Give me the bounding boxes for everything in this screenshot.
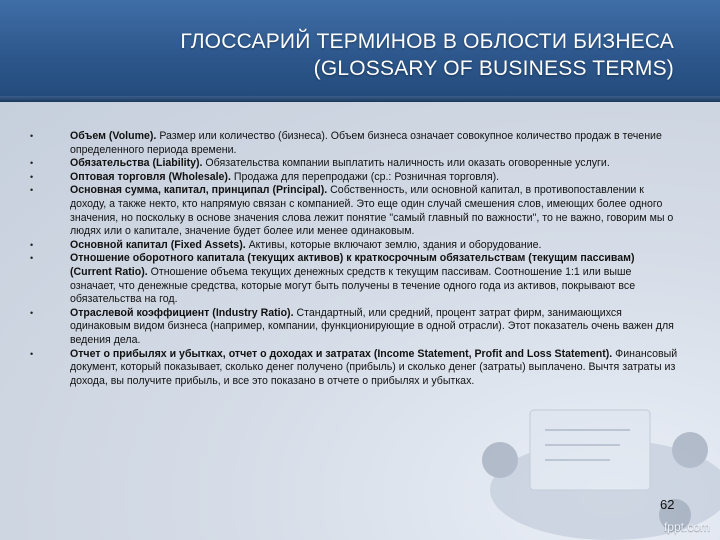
bullet-icon: • — [30, 253, 34, 264]
glossary-definition: Финансовый документ, который показывает, сколько денег получено (прибыль) и сколько денег (затраты) выплачено. Вычтя затраты из дохода, вы получите прибыль, и все это показано в отчете о прибылях и убытках. — [70, 347, 678, 387]
glossary-term: Отраслевой коэффициент (Industry Ratio). — [70, 306, 294, 319]
glossary-item — [28, 348, 678, 389]
glossary-term: Основная сумма, капитал, принципал (Principal). — [70, 184, 328, 197]
glossary-term: Основной капитал (Fixed Assets). — [70, 238, 246, 251]
bullet-icon: • — [30, 307, 34, 318]
bullet-icon: • — [30, 348, 34, 359]
bullet-icon: • — [30, 185, 34, 196]
glossary-definition: Отношение объема текущих денежных средств к текущим пассивам. Соотношение 1:1 или выше означает, что денежные средства, которые могут быть получены в течение одного года из активов, покрывают все обязательства на год. — [70, 265, 636, 306]
bullet-icon: • — [30, 171, 34, 182]
bullet-icon: • — [30, 131, 34, 141]
glossary-term: Обязательства (Liability). — [70, 157, 203, 170]
glossary-definition: Обязательства компании выплатить наличность или оказать оговоренные услуги. — [202, 157, 610, 170]
bullet-icon: • — [30, 239, 34, 250]
header-band — [0, 0, 720, 102]
glossary-term: Отчет о прибылях и убытках, отчет о доходах и затратах (Income Statement, Profit and Loss Statement). — [70, 347, 613, 360]
glossary-item — [28, 157, 678, 171]
glossary-term: Объем (Volume). — [70, 130, 157, 142]
glossary-item — [28, 171, 678, 185]
glossary-item — [28, 239, 678, 253]
slide-title-line-1: ГЛОССАРИЙ ТЕРМИНОВ В ОБЛОСТИ БИЗНЕСА — [180, 30, 674, 53]
slide-title-line-2: (GLOSSARY OF BUSINESS TERMS) — [313, 57, 674, 80]
glossary-item — [28, 184, 678, 238]
glossary-term: Отношение оборотного капитала (текущих активов) к краткосрочным обязательствам (текущим пассивам) (Current Ratio). — [70, 252, 635, 278]
glossary-item — [28, 130, 678, 157]
glossary-definition: Размер или количество (бизнеса). Объем бизнеса означает совокупное количество продаж в течение определенного периода времени. — [70, 130, 662, 156]
bullet-icon: • — [30, 158, 34, 169]
glossary-definition: Собственность, или основной капитал, в противопоставлении к доходу, а также некто, кто напрямую связан с компанией. Это еще один случай смешения слов, имеющих более одного значения, но поскольку в основе значения слова лежит понятие "самый главный по важности", то не важно, говорим мы о людях или о капитале, значение будет более или менее одинаковым. — [70, 184, 674, 238]
glossary-definition: Стандартный, или средний, процент затрат фирм, занимающихся одинаковым видом бизнеса (например, компании, функционирующие в одной отрасли). Этот показатель очень важен для ведения дела. — [70, 306, 674, 346]
glossary-item — [28, 307, 678, 348]
glossary-list — [28, 130, 678, 388]
glossary-definition: Продажа для перепродажи (ср.: Розничная торговля). — [230, 170, 500, 183]
glossary-definition: Активы, которые включают землю, здания и оборудование. — [245, 238, 542, 251]
page-number: 62 — [660, 497, 675, 512]
glossary-term: Оптовая торговля (Wholesale). — [70, 170, 231, 183]
glossary-item — [28, 252, 678, 306]
footer-watermark: fppt.com — [663, 520, 710, 534]
